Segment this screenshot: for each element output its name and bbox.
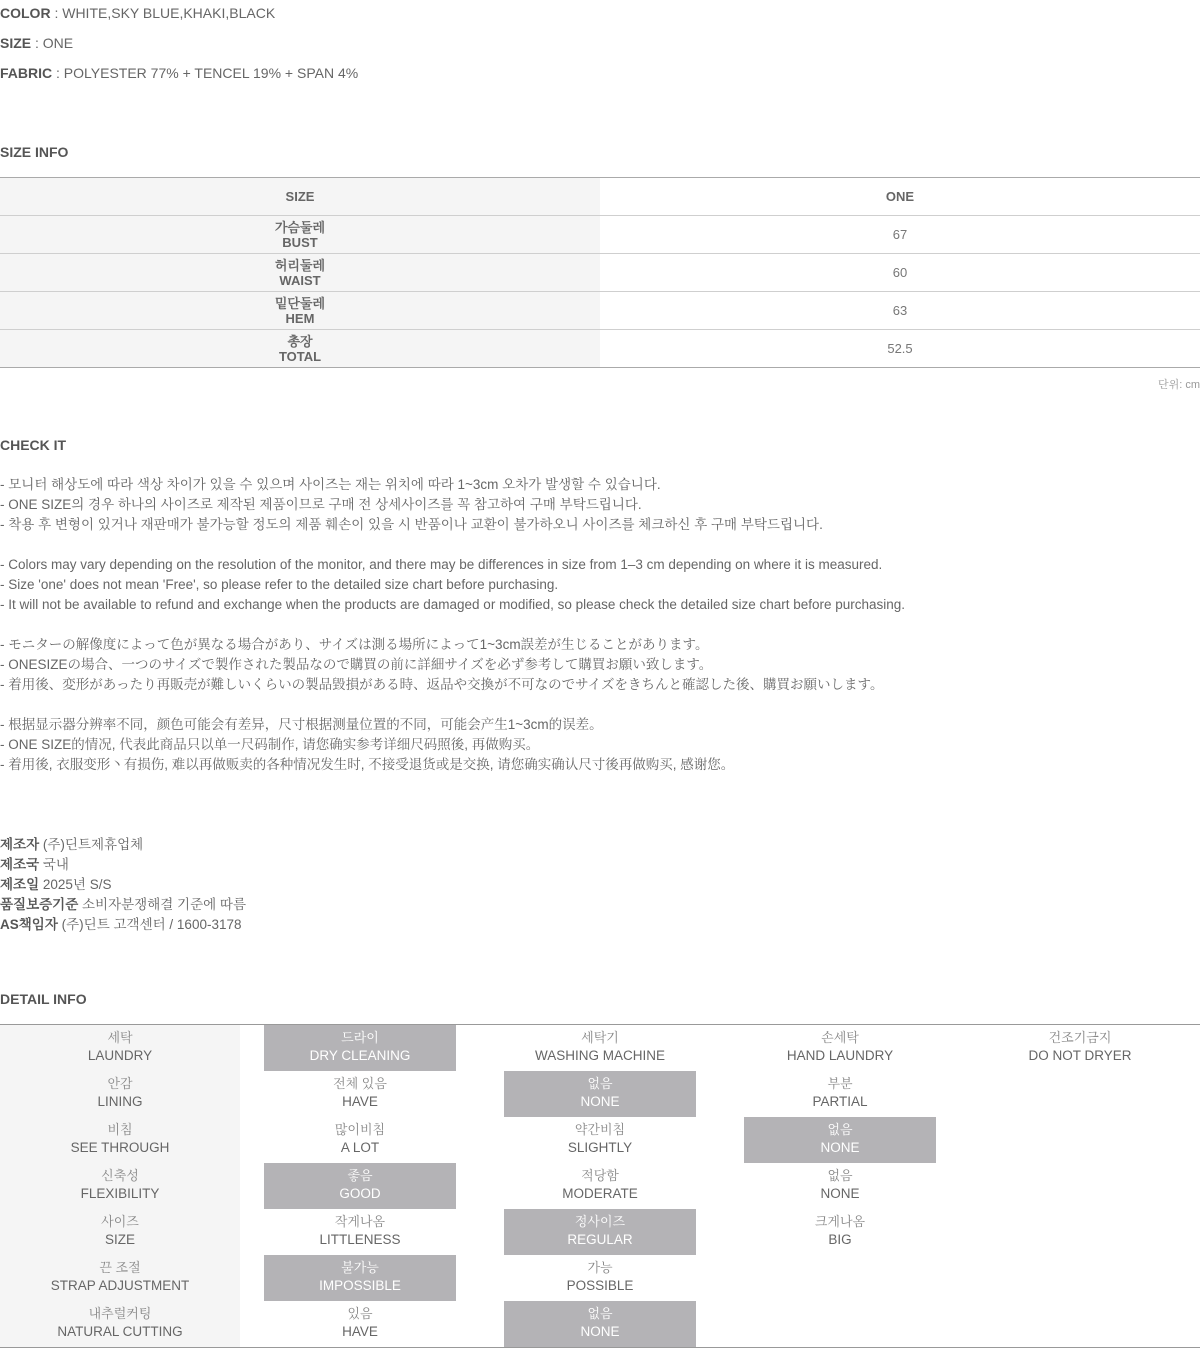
detail-info-title: DETAIL INFO xyxy=(0,991,87,1007)
detail-label-en: NATURAL CUTTING xyxy=(57,1324,183,1339)
detail-label-en: LINING xyxy=(97,1094,143,1109)
detail-option-selected xyxy=(264,1025,456,1071)
check-line: - Colors may vary depending on the resolution of the monitor, and there may be differences in size from 1–3 cm depending on where it is measured. xyxy=(0,557,883,572)
detail-label-en: LAUNDRY xyxy=(87,1048,153,1063)
spec-color-label: COLOR xyxy=(0,5,51,21)
detail-option-en: NONE xyxy=(820,1140,860,1155)
size-row-value: 52.5 xyxy=(600,330,1200,368)
detail-option-en: HAVE xyxy=(342,1324,378,1339)
detail-option-ko: 정사이즈 xyxy=(574,1214,626,1229)
detail-option-selected xyxy=(744,1117,936,1163)
detail-option-en: BIG xyxy=(828,1232,852,1247)
detail-row-label xyxy=(0,1117,240,1163)
maker-line xyxy=(0,857,69,873)
maker-line xyxy=(0,877,111,893)
check-line: - ONESIZEの場合、一つのサイズで製作された製品なので購買の前に詳細サイズを必ず参考して購買お願い致します。 xyxy=(0,657,713,672)
detail-option-ko: 건조기금지 xyxy=(1048,1030,1112,1045)
size-row-label-en: WAIST xyxy=(279,272,321,288)
detail-option-en: NONE xyxy=(580,1094,620,1109)
detail-option-ko: 좋음 xyxy=(347,1168,373,1183)
detail-label-ko: 끈 조절 xyxy=(99,1260,141,1275)
maker-line xyxy=(0,837,143,853)
detail-label-ko: 사이즈 xyxy=(101,1214,139,1229)
size-row-label xyxy=(0,254,600,292)
detail-option-en: IMPOSSIBLE xyxy=(319,1278,401,1293)
detail-option-en: PARTIAL xyxy=(812,1094,868,1109)
detail-option-ko: 있음 xyxy=(347,1306,373,1321)
size-row-label-ko: 밑단둘레 xyxy=(274,295,326,311)
detail-option xyxy=(264,1071,456,1117)
detail-label-ko: 비침 xyxy=(107,1122,133,1137)
unit-note: 단위: cm xyxy=(1157,379,1200,391)
table-row xyxy=(0,216,1200,254)
spec-fabric xyxy=(0,65,358,81)
maker-label: AS책임자 xyxy=(0,917,58,932)
detail-option xyxy=(984,1025,1176,1071)
maker-label: 제조자 xyxy=(0,837,40,852)
spec-size-label: SIZE xyxy=(0,35,32,51)
detail-row-label xyxy=(0,1255,240,1301)
detail-option-ko: 없음 xyxy=(827,1168,853,1183)
check-line: - ONE SIZE의 경우 하나의 사이즈로 제작된 제품이므로 구매 전 상세사이즈를 꼭 참고하여 구매 부탁드립니다. xyxy=(0,497,642,512)
size-row-value: 60 xyxy=(600,254,1200,292)
detail-option-en: DO NOT DRYER xyxy=(1028,1048,1132,1063)
table-row xyxy=(0,254,1200,292)
check-line: - 根据显示器分辨率不同，颜色可能会有差异，尺寸根据测量位置的不同，可能会产生1~3cm的误差。 xyxy=(0,717,603,732)
detail-option-ko: 크게나옴 xyxy=(814,1214,866,1229)
size-row-value: 67 xyxy=(600,216,1200,254)
check-line: - モニターの解像度によって色が異なる場合があり、サイズは測る場所によって1~3cm誤差が生じることがあります。 xyxy=(0,637,709,652)
detail-label-ko: 세탁 xyxy=(107,1030,133,1045)
maker-line xyxy=(0,917,241,933)
spec-color xyxy=(0,5,275,21)
size-row-label-en: HEM xyxy=(285,310,315,326)
detail-option xyxy=(744,1071,936,1117)
detail-option-ko: 세탁기 xyxy=(581,1030,619,1045)
detail-option-en: POSSIBLE xyxy=(566,1278,634,1293)
spec-size-value: : ONE xyxy=(31,35,74,51)
detail-label-ko: 안감 xyxy=(107,1076,133,1091)
detail-row-label xyxy=(0,1025,240,1071)
size-row-label-en: TOTAL xyxy=(278,348,322,364)
detail-option-en: MODERATE xyxy=(562,1186,638,1201)
detail-label-en: STRAP ADJUSTMENT xyxy=(50,1278,190,1293)
detail-option-en: SLIGHTLY xyxy=(567,1140,633,1155)
detail-option-en: HAND LAUNDRY xyxy=(786,1048,894,1063)
size-table-header xyxy=(0,178,1200,216)
size-table xyxy=(0,177,1200,368)
check-line: - Size 'one' does not mean 'Free', so please refer to the detailed size chart before purchasing. xyxy=(0,577,559,592)
detail-label-en: SEE THROUGH xyxy=(70,1140,170,1155)
size-row-label-ko: 가슴둘레 xyxy=(274,219,326,235)
detail-option-ko: 전체 있음 xyxy=(333,1076,387,1091)
spec-fabric-value: : POLYESTER 77% + TENCEL 19% + SPAN 4% xyxy=(52,65,359,81)
check-line: - ONE SIZE的情况, 代表此商品只以单一尺码制作, 请您确实参考详细尺码照後, 再做购买。 xyxy=(0,737,540,752)
detail-option-ko: 많이비침 xyxy=(334,1122,386,1137)
detail-option-ko: 손세탁 xyxy=(821,1030,859,1045)
maker-line xyxy=(0,897,246,913)
detail-option xyxy=(264,1209,456,1255)
detail-option xyxy=(504,1163,696,1209)
check-it-title: CHECK IT xyxy=(0,437,67,453)
detail-option-en: GOOD xyxy=(339,1186,381,1201)
detail-option-ko: 없음 xyxy=(587,1076,613,1091)
detail-label-en: SIZE xyxy=(104,1232,135,1247)
check-line: - 着用後, 衣服变形丶有损伤, 难以再做贩卖的各种情况发生时, 不接受退货或是交换, 请您确实确认尺寸後再做购买, 感谢您。 xyxy=(0,757,735,772)
maker-label: 제조일 xyxy=(0,877,40,892)
size-row-label-en: BUST xyxy=(282,234,318,250)
table-row xyxy=(0,292,1200,330)
maker-value: (주)딘트제휴업체 xyxy=(39,837,144,852)
spec-color-value: : WHITE,SKY BLUE,KHAKI,BLACK xyxy=(50,5,276,21)
detail-option-ko: 적당함 xyxy=(581,1168,619,1183)
detail-row-label xyxy=(0,1071,240,1117)
detail-option xyxy=(264,1301,456,1347)
detail-option-ko: 부분 xyxy=(827,1076,853,1091)
size-row-label-ko: 허리둘레 xyxy=(274,257,326,273)
detail-label-ko: 신축성 xyxy=(101,1168,139,1183)
detail-label-en: FLEXIBILITY xyxy=(80,1186,160,1201)
detail-row-label xyxy=(0,1301,240,1347)
size-row-value: 63 xyxy=(600,292,1200,330)
detail-grid xyxy=(0,1024,1200,1348)
detail-option-ko: 없음 xyxy=(827,1122,853,1137)
detail-option-ko: 없음 xyxy=(587,1306,613,1321)
detail-option-selected xyxy=(264,1255,456,1301)
check-line: - 着用後、変形があったり再販売が難しいくらいの製品毀損がある時、返品や交換が不可なのでサイズをきちんと確認した後、購買お願いします。 xyxy=(0,677,884,692)
check-line: - 착용 후 변형이 있거나 재판매가 불가능할 정도의 제품 훼손이 있을 시 반품이나 교환이 불가하오니 사이즈를 체크하신 후 구매 부탁드립니다. xyxy=(0,517,823,532)
detail-option-en: NONE xyxy=(580,1324,620,1339)
detail-option-en: LITTLENESS xyxy=(319,1232,401,1247)
maker-value: 소비자분쟁해결 기준에 따름 xyxy=(78,897,246,912)
detail-option xyxy=(504,1255,696,1301)
detail-option-en: A LOT xyxy=(340,1140,380,1155)
detail-label-ko: 내추럴커팅 xyxy=(88,1306,152,1321)
detail-option xyxy=(264,1117,456,1163)
size-row-label xyxy=(0,216,600,254)
size-header-value: ONE xyxy=(600,178,1200,216)
detail-option xyxy=(504,1025,696,1071)
size-row-label xyxy=(0,330,600,368)
check-line: - 모니터 해상도에 따라 색상 차이가 있을 수 있으며 사이즈는 재는 위치에 따라 1~3cm 오차가 발생할 수 있습니다. xyxy=(0,477,661,492)
maker-label: 제조국 xyxy=(0,857,40,872)
size-row-label xyxy=(0,292,600,330)
maker-label: 품질보증기준 xyxy=(0,897,79,912)
detail-option xyxy=(744,1025,936,1071)
maker-value: (주)딘트 고객센터 / 1600-3178 xyxy=(57,917,242,932)
spec-size xyxy=(0,35,73,51)
detail-option-ko: 드라이 xyxy=(341,1030,379,1045)
detail-option xyxy=(504,1117,696,1163)
detail-row-label xyxy=(0,1209,240,1255)
detail-option-en: NONE xyxy=(820,1186,860,1201)
table-row xyxy=(0,330,1200,368)
detail-option-en: HAVE xyxy=(342,1094,378,1109)
detail-row-label xyxy=(0,1163,240,1209)
detail-option-selected xyxy=(504,1071,696,1117)
detail-option-selected xyxy=(504,1209,696,1255)
detail-option-en: DRY CLEANING xyxy=(309,1048,411,1063)
check-line: - It will not be available to refund and exchange when the products are damaged or modified, so please check the detailed size chart before purchasing. xyxy=(0,597,906,612)
spec-fabric-label: FABRIC xyxy=(0,65,53,81)
detail-option xyxy=(744,1163,936,1209)
detail-option-selected xyxy=(264,1163,456,1209)
detail-option-ko: 약간비침 xyxy=(574,1122,626,1137)
detail-option-selected xyxy=(504,1301,696,1347)
detail-option-en: WASHING MACHINE xyxy=(534,1048,665,1063)
maker-value: 국내 xyxy=(39,857,69,872)
size-info-title: SIZE INFO xyxy=(0,144,69,160)
detail-option xyxy=(744,1209,936,1255)
maker-value: 2025년 S/S xyxy=(39,877,112,892)
size-header-label: SIZE xyxy=(0,178,600,216)
detail-option-ko: 불가능 xyxy=(341,1260,379,1275)
size-row-label-ko: 총장 xyxy=(287,333,313,349)
detail-option-ko: 작게나옴 xyxy=(334,1214,386,1229)
detail-option-ko: 가능 xyxy=(587,1260,613,1275)
detail-option-en: REGULAR xyxy=(567,1232,633,1247)
